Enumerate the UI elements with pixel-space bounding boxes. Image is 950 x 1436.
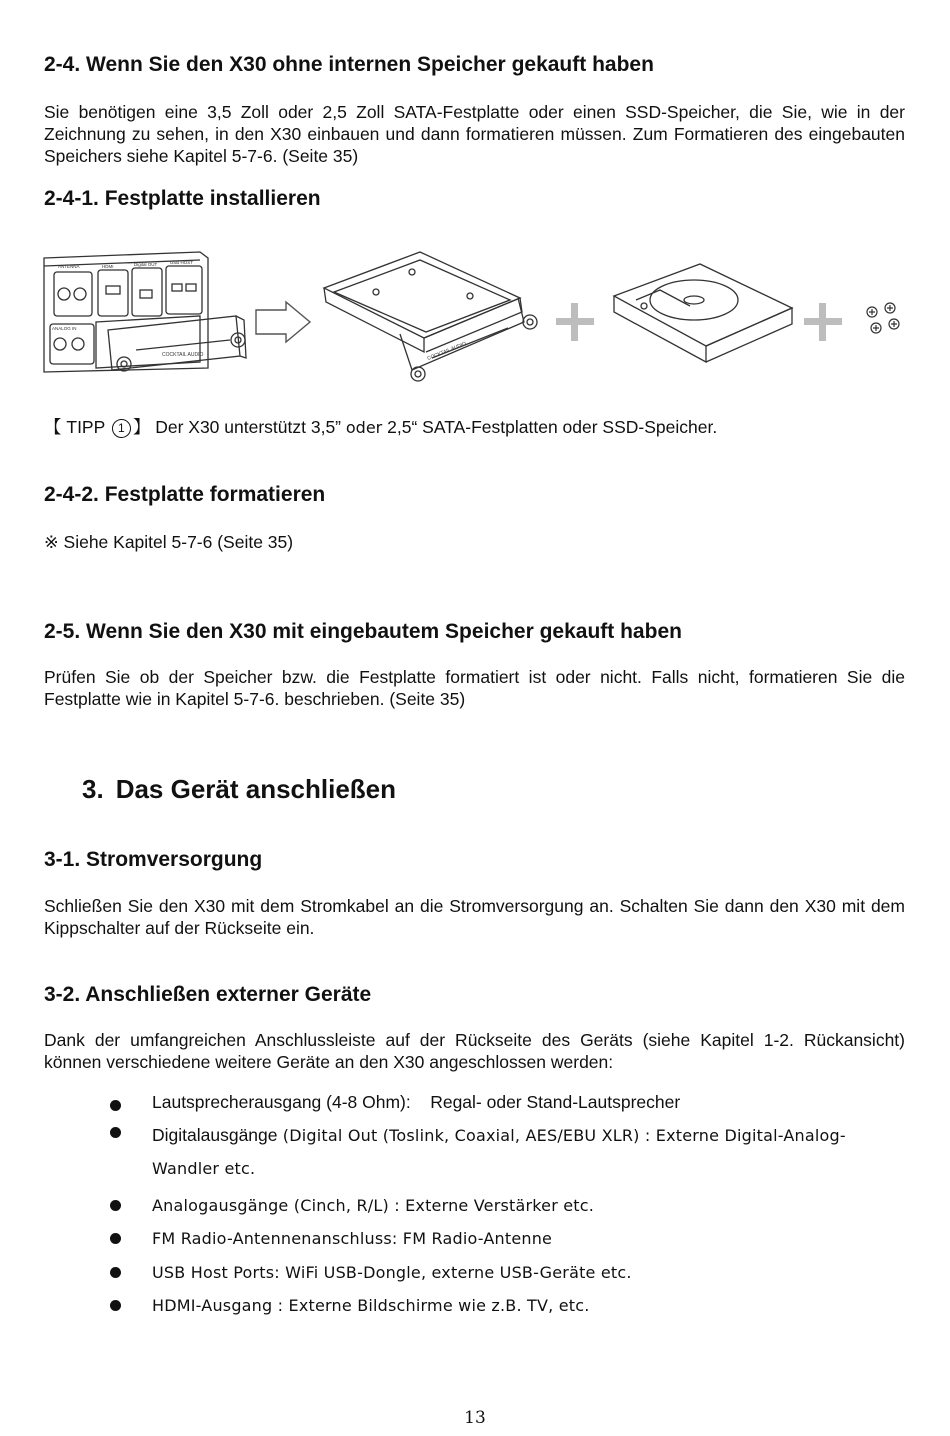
heading-2-5: 2-5. Wenn Sie den X30 mit eingebautem Speicher gekauft haben: [44, 620, 682, 643]
bullet-icon: [110, 1300, 121, 1311]
list-item: HDMI-Ausgang : Externe Bildschirme wie z.B. TV, etc.: [110, 1289, 910, 1322]
tip-text-mid: oder: [345, 418, 383, 437]
panel-label-antenna: ANTENNA: [58, 264, 80, 269]
device-rear-panel-drawing: [44, 252, 246, 372]
chapter-3-title: [82, 774, 396, 805]
bullet-icon: [110, 1233, 121, 1244]
tip-bracket-open: 【: [44, 417, 62, 437]
paragraph-2-5: Prüfen Sie ob der Speicher bzw. die Festplatte formatiert ist oder nicht. Falls nicht, formatieren Sie die Festplatte wie in Kapitel 5-7-6. beschrieben. (Seite 35): [44, 667, 905, 709]
page-number: 13: [464, 1408, 486, 1428]
tip-text-b: 2,5“ SATA-Festplatten oder SSD-Speicher.: [387, 417, 718, 437]
chapter-title-text: Das Gerät anschließen: [115, 774, 397, 804]
bracket-brand-label-1: COCKTAIL AUDIO: [162, 352, 204, 358]
tip-line: [44, 414, 717, 439]
paragraph-2-4: Sie benötigen eine 3,5 Zoll oder 2,5 Zoll SATA-Festplatte oder einen SSD-Speicher, die Sie, wie in der Zeichnung zu sehen, in den X30 einbauen und dann formatieren müssen. Zum Formatieren des eingebauten Speichers siehe Kapitel 5-7-6. (Seite 35): [44, 102, 905, 166]
arrow-right-icon: [256, 302, 310, 342]
bullet-icon: [110, 1200, 121, 1211]
list-item: Lautsprecherausgang (4-8 Ohm): Regal- oder Stand-Lautsprecher: [110, 1092, 910, 1119]
paragraph-3-2: Dank der umfangreichen Anschlussleiste auf der Rückseite des Geräts (siehe Kapitel 1-2. Rückansicht) können verschiedene weitere Geräte an den X30 angeschlossen werden:: [44, 1030, 905, 1072]
heading-3-2: 3-2. Anschließen externer Geräte: [44, 983, 372, 1006]
connection-list: [110, 1092, 910, 1322]
list-item: Digitalausgänge (Digital Out (Toslink, Coaxial, AES/EBU XLR) : Externe Digital-Analog-Wandler etc.: [110, 1119, 910, 1189]
panel-label-analog-in: ANALOG IN: [52, 326, 77, 331]
hdd-bracket-drawing: [324, 252, 537, 381]
heading-2-4-1: 2-4-1. Festplatte installieren: [44, 187, 321, 210]
tip-bracket-close: 】: [132, 417, 151, 437]
list-item: USB Host Ports: WiFi USB-Dongle, externe USB-Geräte etc.: [110, 1256, 910, 1289]
paragraph-3-1: Schließen Sie den X30 mit dem Stromkabel an die Stromversorgung an. Schalten Sie dann den X30 mit dem Kippschalter auf der Rückseite ein.: [44, 896, 905, 938]
heading-3-1: 3-1. Stromversorgung: [44, 848, 263, 871]
note-2-4-2: ※ Siehe Kapitel 5-7-6 (Seite 35): [44, 532, 294, 552]
hdd-installation-figure: [40, 238, 910, 388]
list-item: Analogausgänge (Cinch, R/L) : Externe Verstärker etc.: [110, 1189, 910, 1222]
panel-label-digital-out: Digital OUT: [134, 262, 158, 267]
list-item: FM Radio-Antennenanschluss: FM Radio-Antenne: [110, 1222, 910, 1256]
panel-label-usb-host: USB HOST: [170, 260, 194, 265]
screws-icon: [867, 303, 899, 333]
hard-disk-drawing: [614, 264, 792, 362]
bullet-icon: [110, 1100, 121, 1111]
tip-text-a: Der X30 unterstützt 3,5”: [155, 417, 342, 437]
plus-icon: [556, 303, 594, 341]
bullet-icon: [110, 1127, 121, 1138]
bracket-brand-label-2: COCKTAIL AUDIO: [426, 340, 468, 362]
heading-2-4: 2-4. Wenn Sie den X30 ohne internen Speicher gekauft haben: [44, 53, 654, 76]
tip-number-badge: 1: [112, 419, 131, 438]
plus-icon: [804, 303, 842, 341]
tip-label: TIPP: [66, 417, 105, 437]
heading-2-4-2: 2-4-2. Festplatte formatieren: [44, 483, 326, 506]
bullet-icon: [110, 1267, 121, 1278]
chapter-number: 3.: [82, 774, 104, 804]
panel-label-hdmi: HDMI: [102, 264, 114, 269]
